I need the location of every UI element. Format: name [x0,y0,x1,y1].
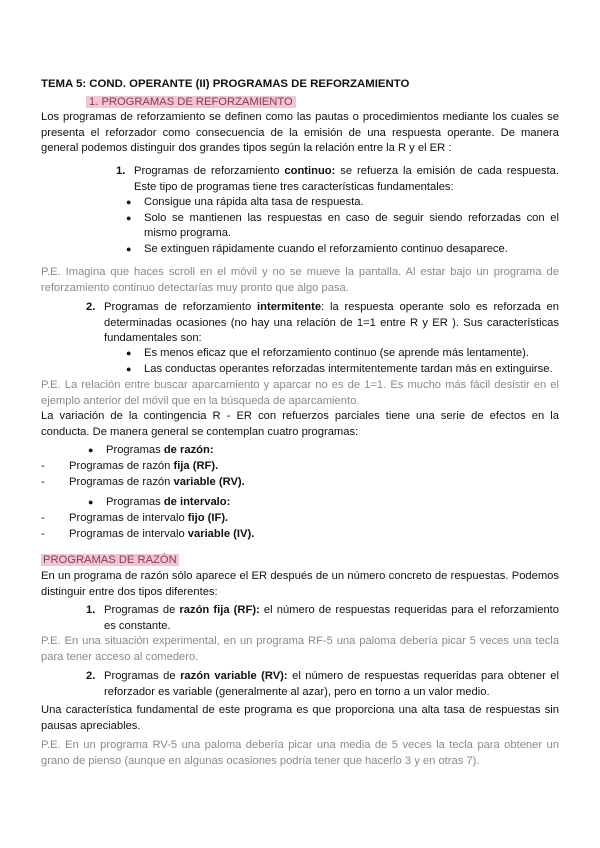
list-item: ● Consigue una rápida alta tasa de respuesta. [124,195,559,211]
page-title: TEMA 5: COND. OPERANTE (II) PROGRAMAS DE REFORZAMIENTO [41,78,410,90]
intervalo-group-bullet [86,495,386,511]
intro-paragraph: Los programas de reforzamiento se definen como las pautas o procedimientos mediante los cuales se presenta el reforzador como consecuencia de la emisión de una respuesta operante. De manera general podemos distinguir dos grandes tipos según la relación entre la R y el ER : [41,111,559,155]
example-rf: P.E. En una situación experimental, en un programa RF-5 una paloma debería picar 5 veces una tecla para tener acceso al comedero. [41,635,559,663]
example-intermitente: P.E. La relación entre buscar aparcamiento y aparcar no es de 1=1. Es mucho más fácil desistir en el ejemplo anterior del móvil que en la búsqueda de aparcamiento. [41,379,559,407]
list-item: ● Las conductas operantes reforzadas intermitentemente tardan más en extinguirse. [124,362,559,378]
list-number: 1. [86,604,96,616]
list-item: - Programas de intervalo variable (IV). [41,527,255,540]
section-heading-label: PROGRAMAS DE RAZÓN [43,554,177,566]
rv-text: Programas de razón variable (RV): el número de respuestas requeridas para obtener el reforzador es variable (generalmente al azar), pero en torno a un valor medio. [104,670,559,698]
continuo-item [116,164,559,195]
list-item: ● Programas de razón: [86,443,386,459]
razon-group-bullet [86,443,386,459]
list-item: ● Programas de intervalo: [86,495,386,511]
intermitente-text: Programas de reforzamiento intermitente: la respuesta operante solo es reforzada en determinadas ocasiones (no hay una relación de 1=1 entre R y ER ). Sus características fundamentales son: [104,301,559,345]
rf-text: Programas de razón fija (RF): el número de respuestas requeridas para el reforzamiento es constante. [104,604,559,632]
list-number: 2. [86,301,96,313]
list-item: ● Es menos eficaz que el reforzamiento continuo (se aprende más lentamente). [124,346,559,362]
example-continuo: P.E. Imagina que haces scroll en el móvil y no se mueve la pantalla. Al estar bajo un programa de reforzamiento continuo detectarías muy pronto que algo pasa. [41,266,559,294]
intermitente-item [86,300,559,347]
intermitente-bullets [124,346,559,377]
example-rv: P.E. En un programa RV-5 una paloma debería picar una media de 5 veces la tecla para obtener un grano de pienso (aunque en algunas ocasiones podría tener que hacerlo 3 y en otras 7). [41,739,559,767]
list-item: - Programas de razón fija (RF). [41,460,219,472]
list-item: ● Se extinguen rápidamente cuando el reforzamiento continuo desaparece. [124,242,559,258]
razon-dash-list [41,459,441,490]
rv-feature-paragraph: Una característica fundamental de este programa es que proporciona una alta tasa de respuestas sin pausas apreciables. [41,704,559,732]
list-item: - Programas de intervalo fijo (IF). [41,512,229,524]
section-heading-razon [41,553,179,569]
list-item: - Programas de razón variable (RV). [41,475,245,488]
razon-intro: En un programa de razón sólo aparece el ER después de un número concreto de respuestas. Podemos distinguir entre dos tipos diferentes: [41,570,559,598]
continuo-text: Programas de reforzamiento continuo: se refuerza la emisión de cada respuesta. Este tipo de programas tiene tres características fundamentales: [134,165,559,193]
list-number: 2. [86,670,96,682]
section-heading-programas [86,95,296,111]
variacion-paragraph: La variación de la contingencia R - ER con refuerzos parciales tiene una serie de efectos en la conducta. De manera general se contemplan cuatro programas: [41,410,559,438]
list-number: 1. [116,165,126,177]
continuo-bullets [124,195,559,257]
intervalo-dash-list [41,511,441,542]
section-heading-label: 1. PROGRAMAS DE REFORZAMIENTO [86,96,296,108]
rf-item [86,603,559,634]
list-item: ● Solo se mantienen las respuestas en caso de seguir siendo reforzadas con el mismo programa. [124,211,559,242]
rv-item [86,669,559,700]
